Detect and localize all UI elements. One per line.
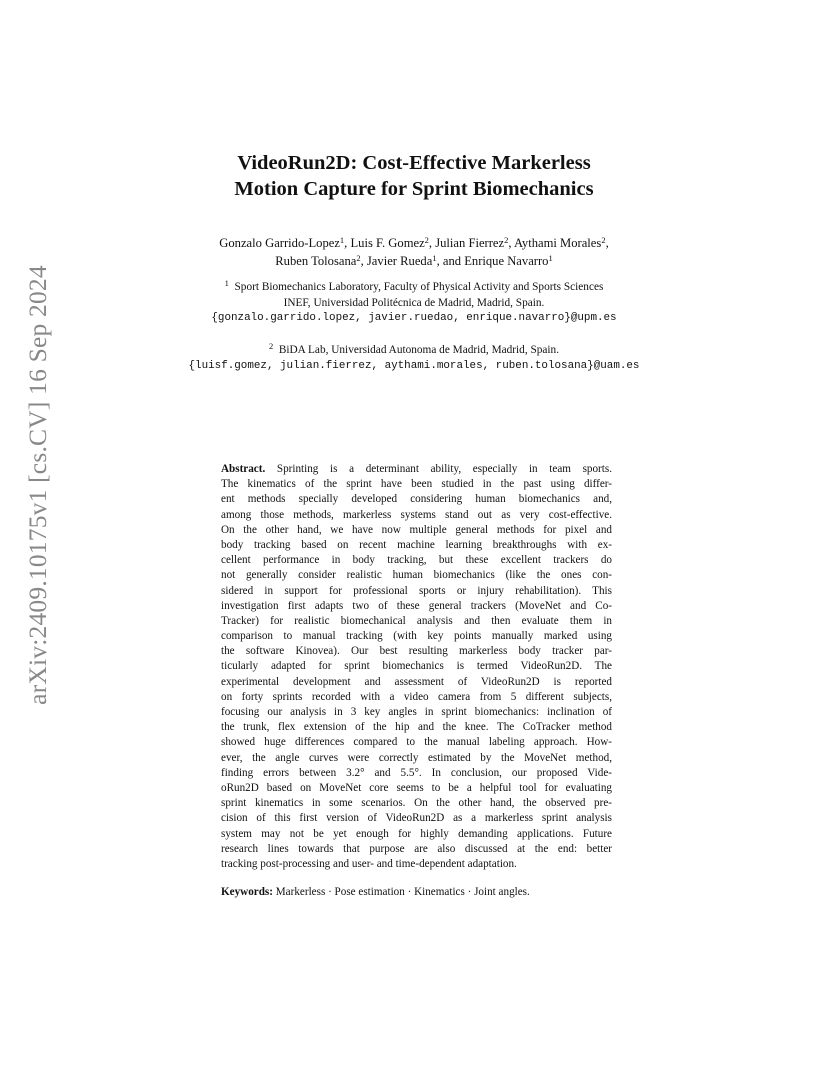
abstract-line: comparison to manual tracking (with key points manually marked using	[221, 630, 612, 643]
abstract-line: ent methods specially developed considering human biomechanics and,	[221, 493, 612, 506]
abstract-line: cision of this first version of VideoRun2D as a markerless sprint analysis	[221, 812, 612, 825]
abstract-line: the software Kinovea). Our best resulting markerless body tracker par-	[221, 645, 612, 658]
abstract-line: focusing our analysis in 3 key angles in sprint biomechanics: inclination of	[221, 706, 612, 718]
affiliation-line: INEF, Universidad Politécnica de Madrid, Madrid, Spain.	[283, 296, 545, 309]
abstract-line: On the other hand, we have now multiple general methods for pixel and	[221, 523, 612, 536]
author-name: Ruben Tolosana	[275, 254, 357, 268]
abstract-line: finding errors between 3.2° and 5.5°. In conclusion, our proposed Vide-	[221, 766, 612, 779]
abstract-line: on forty sprints recorded with a video camera from 5 different subjects,	[221, 690, 612, 703]
author-affiliation-mark: 2	[424, 235, 429, 245]
author-line-2	[0, 252, 828, 270]
affiliation-line	[0, 280, 828, 296]
abstract-line: the trunk, flex extension of the hip and the knee. The CoTracker method	[221, 721, 612, 734]
author-separator: ,	[428, 236, 436, 250]
abstract-line: sidered in support for professional sports or injury rehabilitation). This	[221, 584, 612, 597]
author-line-1	[0, 234, 828, 252]
arxiv-identifier: arXiv:2409.10175v1 [cs.CV] 16 Sep 2024	[23, 265, 52, 705]
title-line-1: VideoRun2D: Cost-Effective Markerless	[237, 152, 591, 174]
author-separator: ,	[360, 254, 367, 268]
abstract-line: Tracker) for realistic biomechanical analysis and then evaluate them in	[221, 614, 612, 627]
abstract-text: Sprinting is a determinant ability, especially in team sports.	[276, 463, 612, 475]
abstract-label: Abstract.	[221, 463, 266, 475]
abstract-line: among those methods, markerless systems stand out as very cost-effective.	[221, 508, 612, 521]
abstract-line: research lines towards that purpose are also discussed at the end: better	[221, 842, 612, 855]
author-name: Luis F. Gomez	[350, 236, 425, 250]
abstract-line: ever, the angle curves were correctly estimated by the MoveNet method,	[221, 751, 612, 764]
abstract-line: sprint kinematics in some scenarios. On the other hand, the observed pre-	[221, 797, 612, 810]
author-name: Aythami Morales	[513, 236, 602, 250]
affiliation-emails: {luisf.gomez, julian.fierrez, aythami.morales, ruben.tolosana}@uam.es	[188, 359, 640, 372]
author-name: Enrique Navarro	[464, 254, 549, 268]
affiliation-1	[0, 280, 828, 327]
author-name: Javier Rueda	[366, 254, 433, 268]
abstract-line: oRun2D based on MoveNet core seems to be a helpful tool for evaluating	[221, 781, 612, 794]
keywords-text: Markerless · Pose estimation · Kinematics · Joint angles.	[275, 886, 530, 898]
affiliation-2	[0, 343, 828, 374]
author-separator: ,	[508, 236, 514, 250]
abstract-line	[221, 462, 612, 477]
abstract-line: experimental development and assessment of VideoRun2D is reported	[221, 675, 612, 688]
abstract-line: tracking post-processing and user- and time-dependent adaptation.	[221, 857, 517, 870]
author-separator: ,	[344, 236, 351, 250]
author-affiliation-mark: 1	[432, 253, 437, 263]
affiliation-text: Sport Biomechanics Laboratory, Faculty of Physical Activity and Sports Sciences	[234, 281, 604, 293]
abstract-line: system may not be yet enough for highly demanding applications. Future	[221, 827, 612, 840]
affiliation-line	[0, 343, 828, 359]
abstract-line: not generally consider realistic human biomechanics (like the ones con-	[221, 569, 612, 582]
author-affiliation-mark: 2	[504, 235, 509, 245]
abstract-line: The kinematics of the sprint have been studied in the past using differ-	[221, 478, 612, 491]
author-affiliation-mark: 2	[356, 253, 361, 263]
author-name: Gonzalo Garrido-Lopez	[219, 236, 340, 250]
keywords-label: Keywords:	[221, 886, 273, 898]
abstract-line: showed huge differences compared to the manual labeling approach. How-	[221, 736, 612, 749]
affiliation-emails: {gonzalo.garrido.lopez, javier.ruedao, enrique.navarro}@upm.es	[211, 312, 617, 324]
abstract-line: investigation first adapts two of these general trackers (MoveNet and Co-	[221, 599, 612, 612]
abstract	[221, 462, 612, 872]
author-separator: ,	[605, 236, 609, 250]
title-line-2: Motion Capture for Sprint Biomechanics	[234, 178, 594, 200]
author-list	[0, 234, 828, 270]
author-affiliation-mark: 2	[601, 235, 606, 245]
affiliation-text: BiDA Lab, Universidad Autonoma de Madrid, Madrid, Spain.	[278, 344, 560, 356]
keywords	[221, 885, 612, 900]
author-affiliation-mark: 1	[548, 253, 553, 263]
affiliation-mark: 1	[224, 278, 229, 288]
paper-title	[0, 150, 828, 202]
author-separator: , and	[436, 254, 465, 268]
abstract-line: ticularly adapted for sprint biomechanics is termed VideoRun2D. The	[221, 660, 612, 673]
author-affiliation-mark: 1	[339, 235, 345, 245]
affiliation-mark: 2	[268, 341, 274, 351]
abstract-line: cellent performance in body tracking, but these excellent trackers do	[221, 554, 612, 567]
author-name: Julian Fierrez	[435, 236, 505, 250]
abstract-line: body tracking based on recent machine learning breakthroughs with ex-	[221, 538, 612, 551]
